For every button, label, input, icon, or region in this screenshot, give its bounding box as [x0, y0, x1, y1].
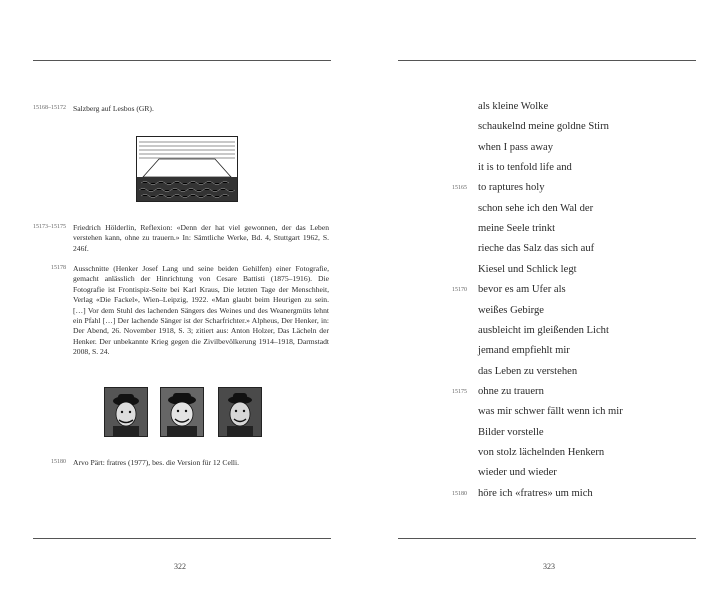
executioner-portrait-icon	[160, 387, 204, 437]
executioner-portrait-icon	[104, 387, 148, 437]
poem-line-number: 15170	[452, 287, 467, 294]
bottom-rule-left	[33, 538, 331, 539]
salt-mountain-illustration-icon	[136, 136, 238, 202]
note-line-ref: 15173–15175	[33, 224, 66, 230]
poem-line: rieche das Salz das sich auf	[478, 243, 595, 255]
poem-line: weißes Gebirge	[478, 304, 544, 316]
poem-line: Bilder vorstelle	[478, 426, 544, 438]
poem-line: was mir schwer fällt wenn ich mir	[478, 406, 623, 418]
poem-line: ohne zu trauern	[478, 385, 544, 397]
poem-line-number: 15175	[452, 388, 467, 395]
top-rule-left	[33, 60, 331, 61]
executioner-portrait-icon	[218, 387, 262, 437]
bottom-rule-right	[398, 538, 696, 539]
page-number-left: 322	[174, 562, 186, 571]
poem-line: höre ich «fratres» um mich	[478, 487, 593, 499]
poem-line: it is to tenfold life and	[478, 162, 572, 174]
poem-line: wieder und wieder	[478, 467, 557, 479]
poem-line: schon sehe ich den Wal der	[478, 202, 594, 214]
poem-line: schaukelnd meine goldne Stirn	[478, 121, 609, 133]
note-text: Arvo Pärt: fratres (1977), bes. die Version für 12 Celli.	[73, 458, 240, 467]
note-line-ref: 15178	[51, 265, 66, 271]
note-text: Salzberg auf Lesbos (GR).	[73, 104, 154, 113]
poem-line: ausbleicht im gleißenden Licht	[478, 324, 609, 336]
right-page	[398, 0, 698, 599]
poem-line: jemand empfiehlt mir	[478, 345, 570, 357]
page-number-right: 323	[543, 562, 555, 571]
poem-line: als kleine Wolke	[478, 101, 549, 112]
poem-line: Kiesel und Schlick legt	[478, 263, 577, 275]
note-text: Ausschnitte (Henker Josef Lang und seine beiden Gehilfen) einer Fotografie, gemacht anlässlich der Hinrichtung von Cesare Battisti (1875–1916). Die Fotografie ist Frontispiz-Seite bei Karl Kraus, Die letzten Tage der Menschheit, Verlag «Die Fackel», Wien–Leipzig, 1922. «Man glaubt beim Heurigen zu sein. […] Vor dem Stuhl des lachenden Sängers des Weines und des Weanergmüts lehnt ein Pfahl […] Der lachende Sänger ist der Scharfrichter.» Alpheus, Der Henker, in: Der Abend, 26. November 1918, S. 3; zitiert aus: Anton Holzer, Das Lächeln der Henker. Der unbekannte Krieg gegen die Zivilbevölkerung 1914–1918, Darmstadt 2008, S. 24.	[73, 264, 329, 357]
poem-line: meine Seele trinkt	[478, 223, 556, 235]
poem-line-number: 15165	[452, 185, 467, 192]
poem-line: von stolz lächelnden Henkern	[478, 446, 605, 458]
note-line-ref: 15168–15172	[33, 105, 66, 111]
poem-line: bevor es am Ufer als	[478, 284, 566, 296]
poem-line: das Leben zu verstehen	[478, 365, 578, 377]
note-line-ref: 15180	[51, 459, 66, 465]
poem-line-number: 15180	[452, 490, 467, 497]
note-text: Friedrich Hölderlin, Reflexion: «Denn der hat viel gewonnen, der das Leben verstehen kann, ohne zu trauern.» In: Sämtliche Werke, Bd. 4, Stuttgart 1962, S. 246f.	[73, 223, 329, 253]
top-rule-right	[398, 60, 696, 61]
poem-line: when I pass away	[478, 141, 554, 153]
poem-line: to raptures holy	[478, 182, 545, 194]
